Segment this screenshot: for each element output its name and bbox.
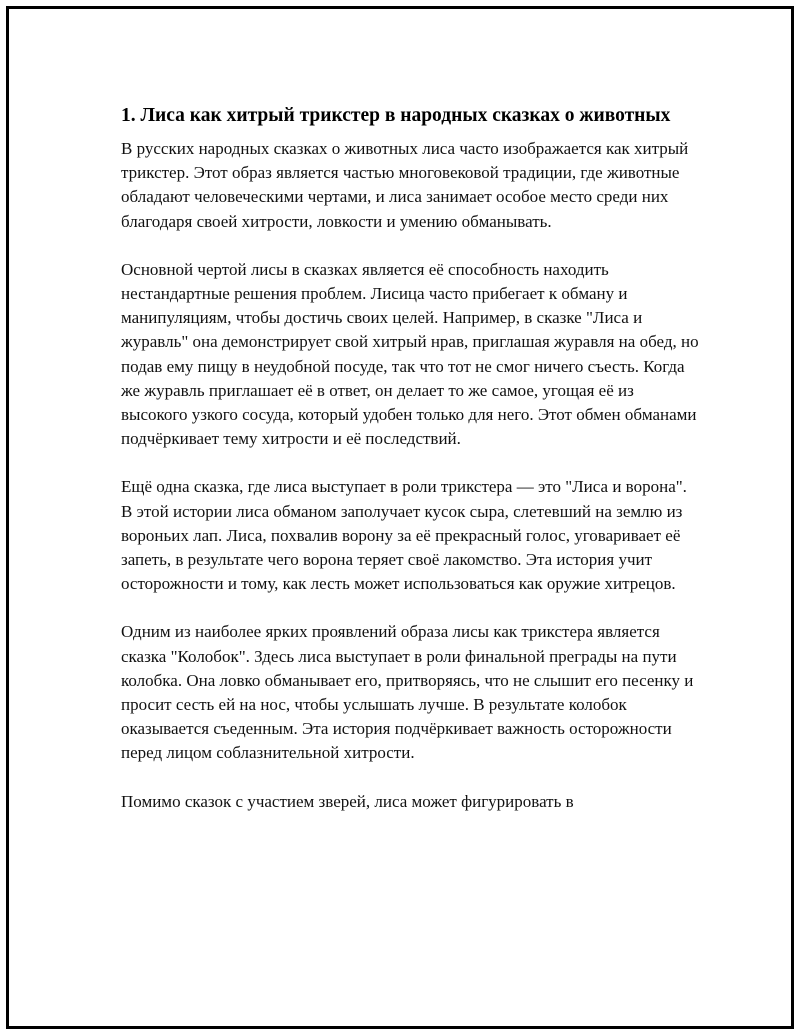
page-frame — [6, 6, 794, 1029]
section-heading: 1. Лиса как хитрый трикстер в народных сказках о животных — [121, 105, 671, 126]
paragraph-fox-and-crow: Ещё одна сказка, где лиса выступает в роли трикстера — это "Лиса и ворона". В этой истории лиса обманом заполучает кусок сыра, слетевший на землю из вороньих лап. Лиса, похвалив ворону за её прекрасный голос, уговаривает её запеть, в результате чего ворона теряет своё лакомство. Эта история учит осторожности и тому, как лесть может использоваться как оружие хитрецов. — [121, 477, 687, 594]
paragraph-continued: Помимо сказок с участием зверей, лиса может фигурировать в — [121, 791, 574, 811]
document-body — [121, 102, 701, 814]
paragraph-intro: В русских народных сказках о животных лиса часто изображается как хитрый трикстер. Этот образ является частью многовековой традиции, где животные обладают человеческими чертами, и лиса занимает особое место среди них благодаря своей хитрости, ловкости и умению обманывать. — [121, 139, 689, 231]
paragraph-kolobok: Одним из наиболее ярких проявлений образа лисы как трикстера является сказка "Колобок". Здесь лиса выступает в роли финальной преграды на пути колобка. Она ловко обманывает его, притворяясь, что не слышит его песенку и просит сесть ей на нос, чтобы услышать лучше. В результате колобок оказывается съеденным. Эта история подчёркивает важность осторожности перед лицом соблазнительной хитрости. — [121, 622, 694, 763]
paragraph-fox-and-crane: Основной чертой лисы в сказках является её способность находить нестандартные решения проблем. Лисица часто прибегает к обману и манипуляциям, чтобы достичь своих целей. Например, в сказке "Лиса и журавль" она демонстрирует свой хитрый нрав, приглашая журавля на обед, но подав ему пищу в неудобной посуде, так что тот не смог ничего съесть. Когда же журавль приглашает её в ответ, он делает то же самое, угощая её из высокого узкого сосуда, который удобен только для него. Этот обмен обманами подчёркивает тему хитрости и её последствий. — [121, 259, 699, 449]
